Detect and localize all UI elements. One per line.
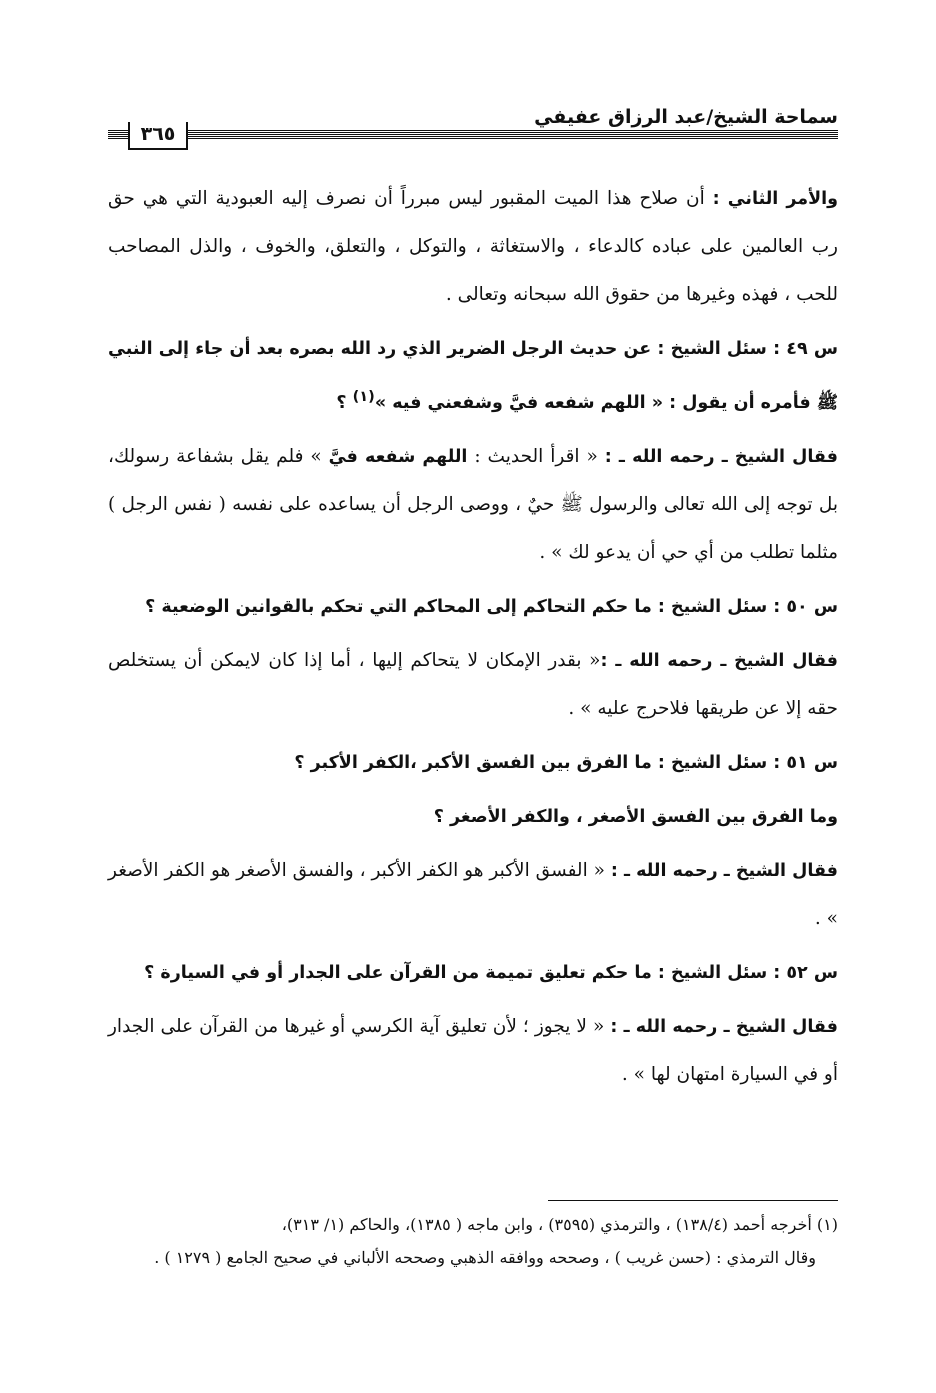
question-49-end: ؟ [336,392,353,413]
running-title: سماحة الشيخ/عبد الرزاق عفيفي [534,106,838,128]
answer-52-lead: فقال الشيخ ـ رحمه الله ـ : [610,1016,838,1037]
answer-49 [108,433,838,577]
footnote-ref-1: (١) [352,388,375,405]
second-matter-lead: والأمر الثاني : [712,189,838,209]
answer-49-text-1: « اقرأ الحديث : [467,445,605,467]
answer-52-text: « لا يجوز ؛ لأن تعليق آية الكرسي أو غيرها من القرآن على الجدار أو في السيارة امتهان لها » . [108,1015,838,1085]
answer-49-text-2: » فلم يقل بشفاعة رسولك، بل توجه إلى الله تعالى والرسول ﷺ حيٌ ، ووصى الرجل أن يساعده على نفسه ( نفس الرجل ) مثلما تطلب من أي حي أن يدعو لك » . [108,445,838,563]
question-49-text: س ٤٩ : سئل الشيخ : عن حديث الرجل الضرير الذي رد الله بصره بعد أن جاء إلى النبي ﷺ فأمره أن يقول : « اللهم شفعه فيَّ وشفعني فيه » [108,339,838,413]
answer-52 [108,1003,838,1099]
question-52: س ٥٢ : سئل الشيخ : ما حكم تعليق تميمة من القرآن على الجدار أو في السيارة ؟ [144,962,838,983]
answer-51-lead: فقال الشيخ ـ رحمه الله ـ : [610,860,838,881]
question-49 [108,325,838,427]
header-rule [184,130,838,139]
question-51: س ٥١ : سئل الشيخ : ما الفرق بين الفسق الأكبر ،الكفر الأكبر ؟ [294,752,838,773]
answer-49-bold: اللهم شفعه فيَّ [328,446,468,467]
page-header [108,100,838,156]
answer-50-text: « بقدر الإمكان لا يتحاكم إليها ، أما إذا كان لايمكن أن يستخلص حقه إلا عن طريقها فلاحرج عليه » . [108,649,838,719]
footnote-1-line-1: (١) أخرجه أحمد (١٣٨/٤) ، والترمذي (٣٥٩٥) ، وابن ماجه ( ١٣٨٥)، والحاكم (١/ ٣١٣)، [281,1215,838,1234]
footnotes [108,1208,838,1274]
page-body [108,175,838,1105]
answer-49-lead: فقال الشيخ ـ رحمه الله ـ : [604,446,838,467]
footnote-separator [548,1200,838,1201]
question-50: س ٥٠ : سئل الشيخ : ما حكم التحاكم إلى المحاكم التي تحكم بالقوانين الوضعية ؟ [145,596,838,617]
answer-51-text: « الفسق الأكبر هو الكفر الأكبر ، والفسق الأصغر هو الكفر الأصغر » . [108,859,838,929]
answer-50 [108,637,838,733]
second-matter-text: أن صلاح هذا الميت المقبور ليس مبرراً أن نصرف إليه العبودية التي هي حق رب العالمين على عباده كالدعاء ، والاستغاثة ، والتوكل ، والتعلق، والخوف ، والذل المصاحب للحب ، فهذه وغيرها من حقوق الله سبحانه وتعالى . [108,188,838,305]
question-51-part-2: وما الفرق بين الفسق الأصغر ، والكفر الأصغر ؟ [433,806,838,827]
header-rule-left [108,130,128,139]
answer-50-lead: فقال الشيخ ـ رحمه الله ـ : [600,650,838,671]
paragraph-second-matter [108,175,838,319]
answer-51 [108,847,838,943]
page-number: ٣٦٥ [128,122,188,150]
footnote-1-line-2: وقال الترمذي : (حسن غريب ) ، وصححه ووافقه الذهبي وصححه الألباني في صحيح الجامع ( ١٢٧٩ ) . [154,1248,816,1267]
